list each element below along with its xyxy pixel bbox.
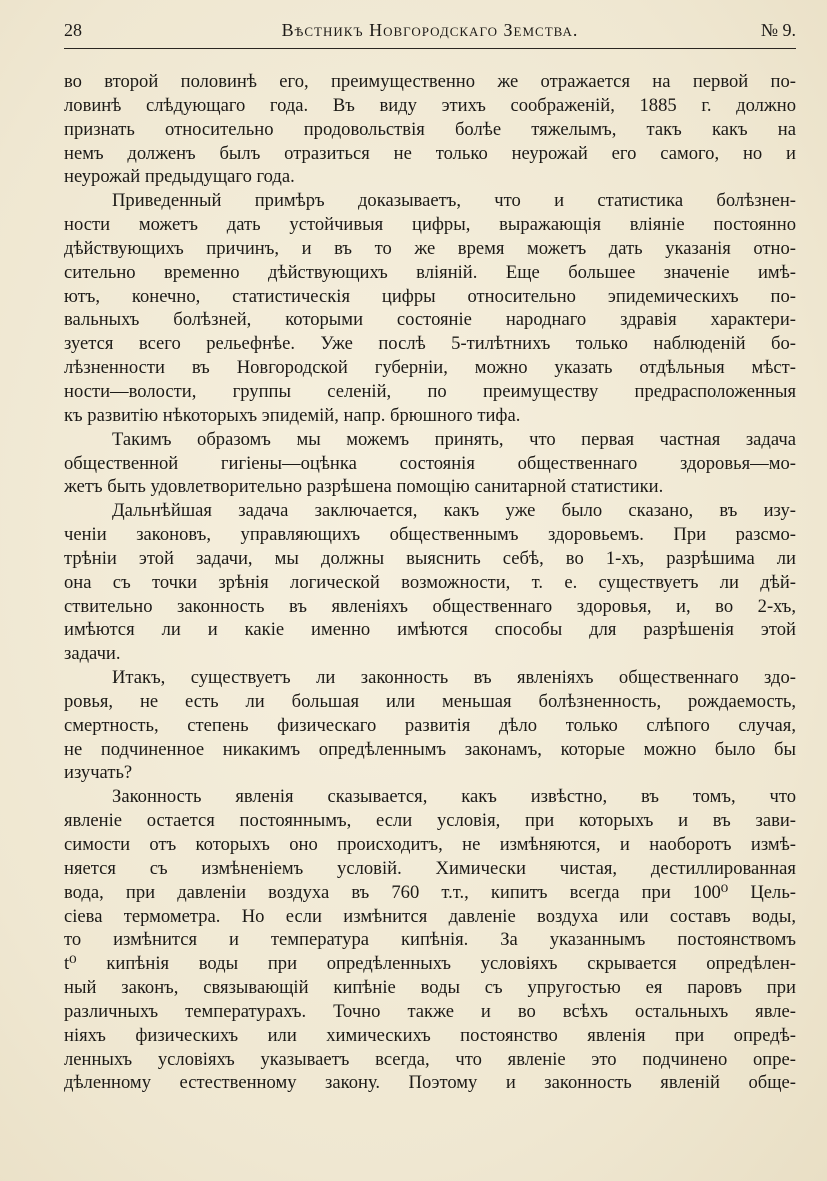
text-line: признать относительно продовольствія болѣе тяжелымъ, такъ какъ на: [64, 118, 796, 140]
text-line: няется съ измѣненіемъ условій. Химически чистая, дестиллированная: [64, 857, 796, 879]
text-line: общественной гигіены—оцѣнка состоянія общественнаго здоровья—мо-: [64, 452, 796, 474]
text-line: Такимъ образомъ мы можемъ принять, что первая частная задача: [112, 428, 796, 450]
text-line: ствительно законность въ явленіяхъ общественнаго здоровья, и, во 2-хъ,: [64, 595, 796, 617]
body-text: [64, 70, 796, 1095]
text-line: симости отъ которыхъ оно происходитъ, не измѣняются, и наоборотъ измѣ-: [64, 834, 796, 855]
text-line: сительно временно дѣйствующихъ вліяній. Еще большее значеніе имѣ-: [64, 261, 796, 283]
text-line: то измѣнится и температура кипѣнія. За указаннымъ постоянствомъ: [64, 929, 796, 951]
text-line: она съ точки зрѣнія логической возможности, т. е. существуетъ ли дѣй-: [64, 571, 796, 593]
text-line: неурожай предыдущаго года.: [64, 166, 295, 188]
running-header: [64, 20, 796, 48]
text-line: ченіи законовъ, управляющихъ общественнымъ здоровьемъ. При разсмо-: [64, 524, 796, 546]
text-line: вальныхъ болѣзней, которыми состояніе народнаго здравія характери-: [64, 309, 796, 331]
text-line: жетъ быть удовлетворительно разрѣшена помощію санитарной статистики.: [64, 476, 664, 498]
text-line: къ развитію нѣкоторыхъ эпидемій, напр. брюшного тифа.: [64, 404, 521, 426]
journal-title: Вѣстникъ Новгородскаго Земства.: [281, 20, 579, 40]
text-line: ютъ, конечно, статистическія цифры относительно эпидемическихъ по-: [64, 285, 796, 307]
page-number: 28: [64, 20, 82, 40]
text-line: немъ долженъ былъ отразиться не только неурожай его самого, но и: [64, 142, 796, 164]
text-line: смертность, степень физическаго развитія дѣло только слѣпого случая,: [64, 714, 796, 736]
text-line: t⁰ кипѣнія воды при опредѣленныхъ условіяхъ скрывается опредѣлен-: [64, 953, 796, 975]
text-line: дѣленному естественному закону. Поэтому и законность явленій обще-: [64, 1072, 796, 1094]
text-line: Итакъ, существуетъ ли законность въ явленіяхъ общественнаго здо-: [112, 667, 796, 689]
text-line: дѣйствующихъ причинъ, и въ то же время можетъ дать указанія отно-: [64, 237, 796, 259]
text-line: ный законъ, связывающій кипѣніе воды съ упругостью ея паровъ при: [64, 977, 796, 999]
issue-number: № 9.: [760, 20, 796, 40]
text-line: ровья, не есть ли большая или меньшая болѣзненность, рождаемость,: [64, 690, 796, 712]
text-line: задачи.: [64, 643, 121, 665]
text-line: сіева термометра. Но если измѣнится давленіе воздуха или составъ воды,: [64, 905, 796, 927]
text-line: ніяхъ физическихъ или химическихъ постоянство явленія при опредѣ-: [64, 1024, 796, 1046]
text-line: вода, при давленіи воздуха въ 760 т.т., кипитъ всегда при 100⁰ Цель-: [64, 881, 796, 903]
header-rule: [64, 48, 796, 49]
text-line: не подчиненное никакимъ опредѣленнымъ законамъ, которые можно было бы: [64, 738, 796, 760]
text-line: Приведенный примѣръ доказываетъ, что и статистика болѣзнен-: [112, 190, 796, 212]
text-line: ленныхъ условіяхъ указываетъ всегда, что явленіе это подчинено опре-: [64, 1048, 796, 1070]
text-line: Дальнѣйшая задача заключается, какъ уже было сказано, въ изу-: [112, 500, 796, 522]
text-line: зуется всего рельефнѣе. Уже послѣ 5-тилѣтнихъ только наблюденій бо-: [64, 333, 796, 355]
text-line: ловинѣ слѣдующаго года. Въ виду этихъ соображеній, 1885 г. должно: [64, 94, 796, 116]
text-line: ности можетъ дать устойчивыя цифры, выражающія вліяніе постоянно: [64, 214, 796, 236]
text-line: явленіе остается постояннымъ, если условія, при которыхъ и въ зави-: [64, 810, 796, 832]
text-line: различныхъ температурахъ. Точно также и во всѣхъ остальныхъ явле-: [64, 1000, 796, 1022]
text-line: трѣніи этой задачи, мы должны выяснить себѣ, во 1-хъ, разрѣшима ли: [64, 547, 796, 569]
text-line: имѣются ли и какіе именно имѣются способы для разрѣшенія этой: [64, 619, 796, 641]
text-line: Законность явленія сказывается, какъ извѣстно, въ томъ, что: [112, 786, 796, 808]
text-line: во второй половинѣ его, преимущественно же отражается на первой по-: [64, 71, 796, 92]
text-line: ности—волости, группы селеній, по преимуществу предрасположенныя: [64, 380, 796, 402]
text-line: лѣзненности въ Новгородской губерніи, можно указать отдѣльныя мѣст-: [64, 357, 796, 379]
text-line: изучать?: [64, 762, 133, 784]
